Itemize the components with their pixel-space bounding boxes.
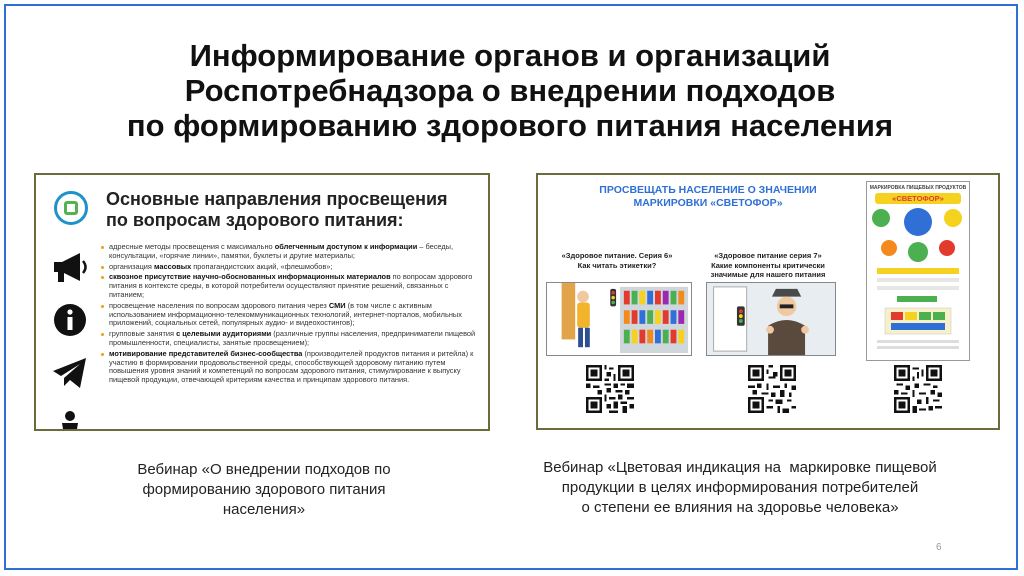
episode-7-title-line-1: «Здоровое питание серия 7» <box>714 251 822 260</box>
qr-code-poster <box>894 365 942 413</box>
webinar-1-caption <box>84 460 444 520</box>
poster-top-label: МАРКИРОВКА ПИЩЕВЫХ ПРОДУКТОВ <box>869 185 967 191</box>
directions-heading-line-1: Основные направления просвещения <box>106 189 448 209</box>
title-line-3: по формированию здорового питания населения <box>126 108 894 143</box>
list-item: групповые занятия с целевыми аудиториями (различные группы населения, предприниматели пищевой промышленности, специалисты, занятые просвещением); <box>100 330 480 348</box>
poster-infographic <box>867 204 969 354</box>
svetofor-heading <box>558 184 858 210</box>
episode-7-title-line-3: значимые для нашего питания <box>710 270 826 279</box>
slide-title <box>60 38 960 143</box>
list-item: организация массовых пропагандистских акций, «флешмобов»; <box>100 263 480 272</box>
qr-code-episode-7 <box>748 365 796 413</box>
svetofor-heading-line-2: МАРКИРОВКИ «СВЕТОФОР» <box>633 197 783 209</box>
webinar-2-preview <box>536 173 1000 430</box>
svetofor-heading-line-1: ПРОСВЕЩАТЬ НАСЕЛЕНИЕ О ЗНАЧЕНИИ <box>599 184 817 196</box>
episode-7-illustration <box>706 282 836 356</box>
title-line-2: Роспотребнадзора о внедрении подходов <box>184 73 836 108</box>
list-item: мотивирование представителей бизнес-сообщества (производителей продуктов питания и ритейла) к участию в формировании продовольственной среды, способствующей здоровому питанию путем повышения уровня знаний и компетенций по вопросам здорового питания, стимулирование к выпуску пищевой продукции, отвечающей критериям качества и принципам здорового питания. <box>100 350 480 385</box>
webinar-2-caption-line-2: продукции в целях информирования потребителей <box>561 479 919 496</box>
list-item: адресные методы просвещения с максимально облегченным доступом к информации – беседы, консультации, «горячие линии», памятки, буклеты и другие материалы; <box>100 243 480 261</box>
list-item: просвещение населения по вопросам здорового питания через СМИ (в том числе с активным использованием информационно-телекоммуникационных технологий, интернет-порталов, мобильных приложений, социальных сетей, популярных аудио- и видеохостингов); <box>100 302 480 328</box>
webinar-1-preview <box>34 173 490 431</box>
webinar-1-caption-line-1: Вебинар «О внедрении подходов по <box>137 461 391 478</box>
episode-6-illustration <box>546 282 692 356</box>
episode-6-title <box>542 251 692 270</box>
webinar-1-caption-line-3: населения» <box>222 501 306 518</box>
directions-heading <box>106 189 476 231</box>
telegram-icon <box>50 355 90 391</box>
episode-7-title <box>698 251 838 280</box>
rospotrebnadzor-logo-icon <box>54 191 88 225</box>
megaphone-icon <box>50 249 90 285</box>
person-icon <box>50 408 90 431</box>
episode-7-title-line-2: Какие компоненты критически <box>711 260 825 270</box>
directions-list <box>100 243 480 387</box>
qr-code-episode-6 <box>586 365 634 413</box>
episode-6-title-line-1: «Здоровое питание. Серия 6» <box>561 251 673 260</box>
directions-heading-line-2: по вопросам здорового питания: <box>106 210 404 230</box>
webinar-2-caption-line-3: о степени ее влияния на здоровье человека» <box>581 499 899 516</box>
episode-6-title-line-2: Как читать этикетки? <box>577 260 657 270</box>
webinar-2-caption <box>500 458 980 518</box>
page-number: 6 <box>936 542 942 553</box>
title-line-1: Информирование органов и организаций <box>189 38 831 73</box>
webinar-2-caption-line-1: Вебинар «Цветовая индикация на маркировке пищевой <box>543 459 937 476</box>
list-item: сквозное присутствие научно-обоснованных информационных материалов по вопросам здорового питания в контексте среды, в которой потребители осуществляют принятие решений, связанных с питанием; <box>100 273 480 299</box>
webinar-1-caption-line-2: формированию здорового питания <box>142 481 386 498</box>
poster-brand: «СВЕТОФОР» <box>875 193 961 204</box>
icon-column <box>50 249 98 431</box>
info-icon <box>50 302 90 338</box>
svetofor-poster <box>866 181 970 361</box>
